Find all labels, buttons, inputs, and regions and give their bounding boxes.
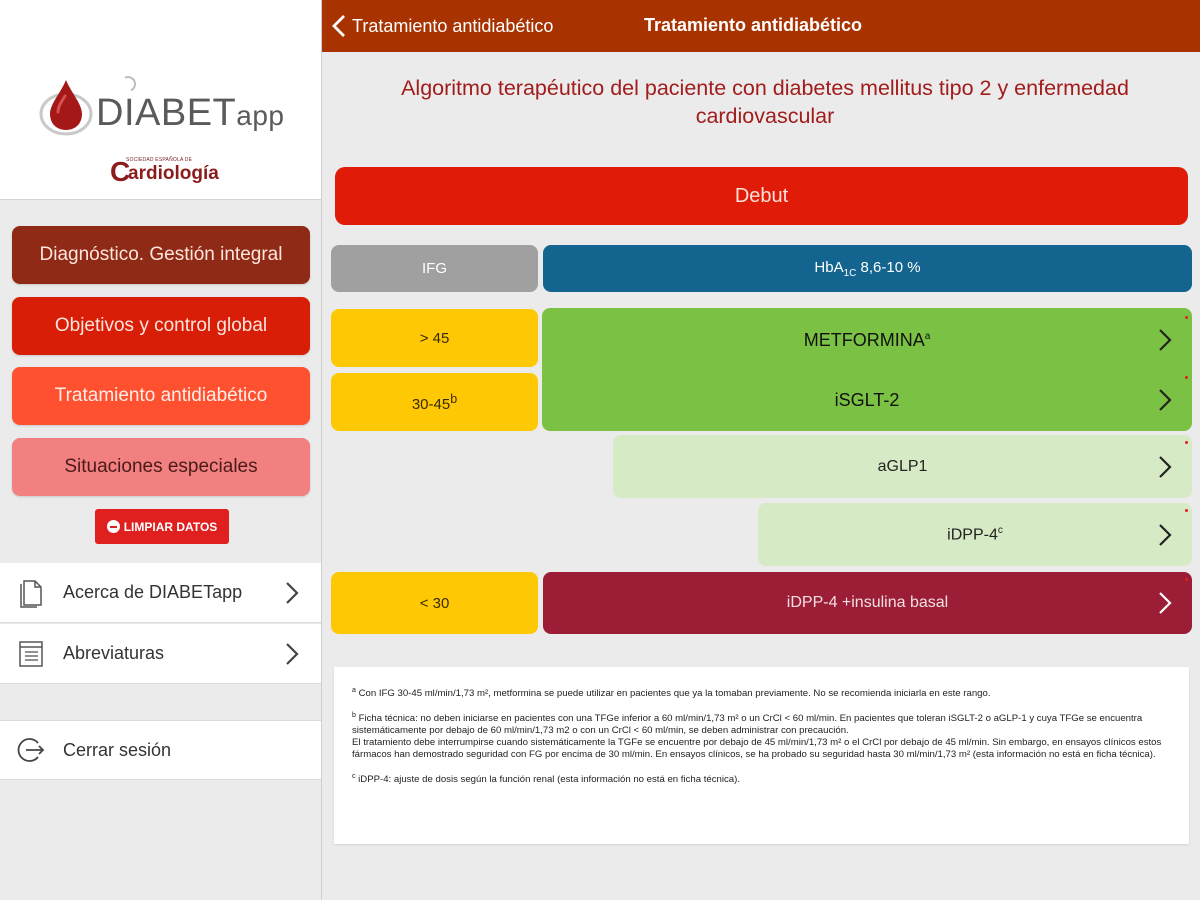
clear-data-button[interactable] (95, 509, 229, 544)
sidebar (0, 0, 322, 900)
society-logo-icon: C (110, 156, 131, 187)
society-name: ardiología (128, 163, 219, 184)
society-name-small: SOCIEDAD ESPAÑOLA DE (126, 157, 193, 163)
red-marker (1185, 316, 1188, 319)
ifg-header-label: IFG (422, 260, 447, 277)
red-marker (1185, 376, 1188, 379)
back-label: Tratamiento antidiabético (352, 15, 554, 36)
ifg-range-label: > 45 (419, 329, 450, 347)
nav-title: Tratamiento antidiabético (644, 15, 863, 35)
ifg-range-label: 30-45$^b$ (411, 391, 458, 413)
ifg-range-label: < 30 (419, 594, 450, 612)
nav-diagnostico-button[interactable] (12, 226, 310, 284)
hba1c-header-label: HbA$_{1C}$ 8,6-10 % (814, 258, 921, 279)
treatment-row-metformina[interactable] (542, 310, 1192, 370)
debut-banner (335, 167, 1188, 225)
menu-item-about[interactable] (0, 563, 321, 623)
logo-area (0, 0, 321, 200)
nav-label: Objetivos y control global (54, 315, 268, 336)
blood-drop-logo-icon (38, 76, 94, 136)
treatment-label: iSGLT-2 (834, 389, 900, 410)
back-button[interactable] (332, 12, 553, 40)
footnotes-panel (334, 667, 1189, 844)
nav-label: Diagnóstico. Gestión integral (39, 244, 283, 265)
red-marker (1185, 509, 1188, 512)
ifg-range-gt45 (331, 309, 538, 367)
navigation-bar (322, 0, 1200, 52)
treatment-row-aglp1[interactable] (613, 435, 1192, 498)
footnote-a: $^a$ Con IFG 30-45 ml/min/1,73 m², metformina se puede utilizar en pacientes que ya la tomaban previamente. No se recomienda iniciarla en este rango. (352, 687, 991, 700)
red-marker (1185, 441, 1188, 444)
treatment-row-isglt2[interactable] (542, 370, 1192, 430)
first-line-treatments (542, 308, 1192, 431)
ifg-header (331, 245, 538, 292)
footnote-c: $^c$ iDPP-4: ajuste de dosis según la función renal (esta información no está en ficha técnica). (352, 773, 740, 786)
chevron-right-icon (1158, 591, 1172, 615)
chevron-right-icon (1158, 455, 1172, 479)
debut-label: Debut (734, 184, 789, 207)
nav-tratamiento-button[interactable] (12, 367, 310, 425)
red-marker (1185, 578, 1188, 581)
chevron-right-icon (285, 642, 299, 666)
ifg-range-lt30 (331, 572, 538, 634)
chevron-left-icon (332, 14, 346, 38)
footnote-b: $^b$ Ficha técnica: no deben iniciarse en pacientes con una TFGe inferior a 60 ml/min/1,73 m² o un CrCl < 60 ml/min. En pacientes que toleran iSGLT-2 o aGLP-1 y cuya TFGe se encuentra sistemáticamente por debajo de 60 ml/min/1,73 m2 o con un CrCl < 60 ml/min, se deben administrar con precaución. (352, 712, 1143, 737)
document-icon (16, 578, 46, 608)
menu-item-label: Acerca de DIABETapp (63, 582, 243, 602)
nav-label: Tratamiento antidiabético (54, 385, 268, 406)
treatment-label: METFORMINA$^a$ (803, 329, 931, 350)
page-title: Algoritmo terapéutico del paciente con diabetes mellitus tipo 2 y enfermedad cardiovascular (401, 76, 1129, 128)
clear-data-label: LIMPIAR DATOS (123, 519, 218, 534)
menu-item-label: Cerrar sesión (63, 739, 172, 760)
ifg-range-30-45 (331, 373, 538, 431)
treatment-label: iDPP-4 +insulina basal (786, 594, 949, 611)
chevron-right-icon (1158, 388, 1172, 412)
chevron-right-icon (1158, 523, 1172, 547)
menu-item-abbreviations[interactable] (0, 624, 321, 684)
list-document-icon (16, 639, 46, 669)
treatment-label: iDPP-4$^c$ (947, 524, 1003, 544)
nav-situaciones-button[interactable] (12, 438, 310, 496)
menu-item-logout[interactable] (0, 720, 321, 780)
treatment-label: aGLP1 (877, 457, 928, 475)
minus-circle-icon (107, 520, 120, 533)
treatment-row-idpp4[interactable] (758, 503, 1192, 566)
brand-name: DIABETapp (96, 92, 285, 134)
menu-item-label: Abreviaturas (63, 643, 165, 663)
footnote-b-continued: El tratamiento debe interrumpirse cuando sistemáticamente la TGFe se encuentre por debajo de 45 ml/min/1,73 m² o el CrCl por debajo de 45 ml/min. Sin embargo, en ensayos clínicos estos fármacos han demostrado seguridad con FG por encima de 30 ml/min. En ensayos clínicos, se ha probado su seguridad hasta 30 ml/min/1,73 m² (esta información no está en ficha técnica). (352, 737, 1162, 761)
logout-icon (16, 735, 46, 765)
chevron-right-icon (285, 581, 299, 605)
treatment-row-idpp4-insulina[interactable] (543, 572, 1192, 634)
nav-objetivos-button[interactable] (12, 297, 310, 355)
hba1c-header (543, 245, 1192, 292)
nav-label: Situaciones especiales (64, 456, 258, 477)
chevron-right-icon (1158, 328, 1172, 352)
